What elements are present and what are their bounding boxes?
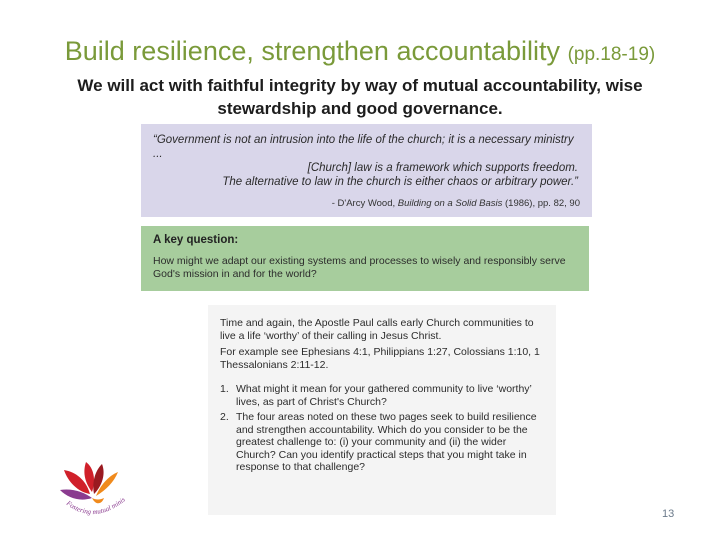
question-item [220, 411, 544, 474]
key-question-body: How might we adapt our existing systems and processes to wisely and responsibly serve God's mission in and for the world? [153, 255, 566, 280]
key-question-heading: A key question: [153, 234, 239, 246]
slide-title-main: Build resilience, strengthen accountability [64, 36, 561, 66]
slide-title-pages: (pp.18-19) [567, 44, 656, 65]
quote-attribution [332, 198, 580, 209]
attribution-author: - D'Arcy Wood, [331, 198, 398, 209]
question-item [220, 383, 544, 408]
quote-line-3: The alternative to law in the church is either chaos or arbitrary power.” [222, 176, 578, 188]
page-number: 13 [662, 508, 675, 520]
ministry-logo-icon [56, 454, 134, 524]
quote-line-2: [Church] law is a framework which supports freedom. [307, 162, 578, 174]
key-question-box [141, 226, 589, 291]
question-text: The four areas noted on these two pages seek to build resilience and strengthen accountability. Which do you consider to be the greatest challenge to: (i) your community and (ii) the wider Church? Can you identify practical steps that you might take in response to that challenge? [236, 411, 537, 473]
logo-tagline: Fostering mutual minis [64, 495, 127, 517]
question-number: 2. [220, 411, 229, 423]
quote-box [141, 124, 592, 217]
attribution-pages: (1986), pp. 82, 90 [502, 198, 580, 209]
question-number: 1. [220, 383, 229, 395]
reflection-para-2: For example see Ephesians 4:1, Philippians 1:27, Colossians 1:10, 1 Thessalonians 2:11-12. [220, 346, 540, 371]
reflection-para-1: Time and again, the Apostle Paul calls early Church communities to live a life ‘worthy’ of their calling in Jesus Christ. [220, 317, 534, 342]
slide-subtitle: We will act with faithful integrity by way of mutual accountability, wise stewardship and good governance. [77, 76, 643, 118]
quote-line-1: “Government is not an intrusion into the life of the church; it is a necessary ministry ... [153, 134, 574, 160]
slide-title [0, 36, 720, 67]
attribution-book: Building on a Solid Basis [397, 198, 503, 209]
question-text: What might it mean for your gathered community to live ‘worthy’ lives, as part of Christ's Church? [236, 383, 532, 408]
reflection-box [208, 305, 556, 515]
